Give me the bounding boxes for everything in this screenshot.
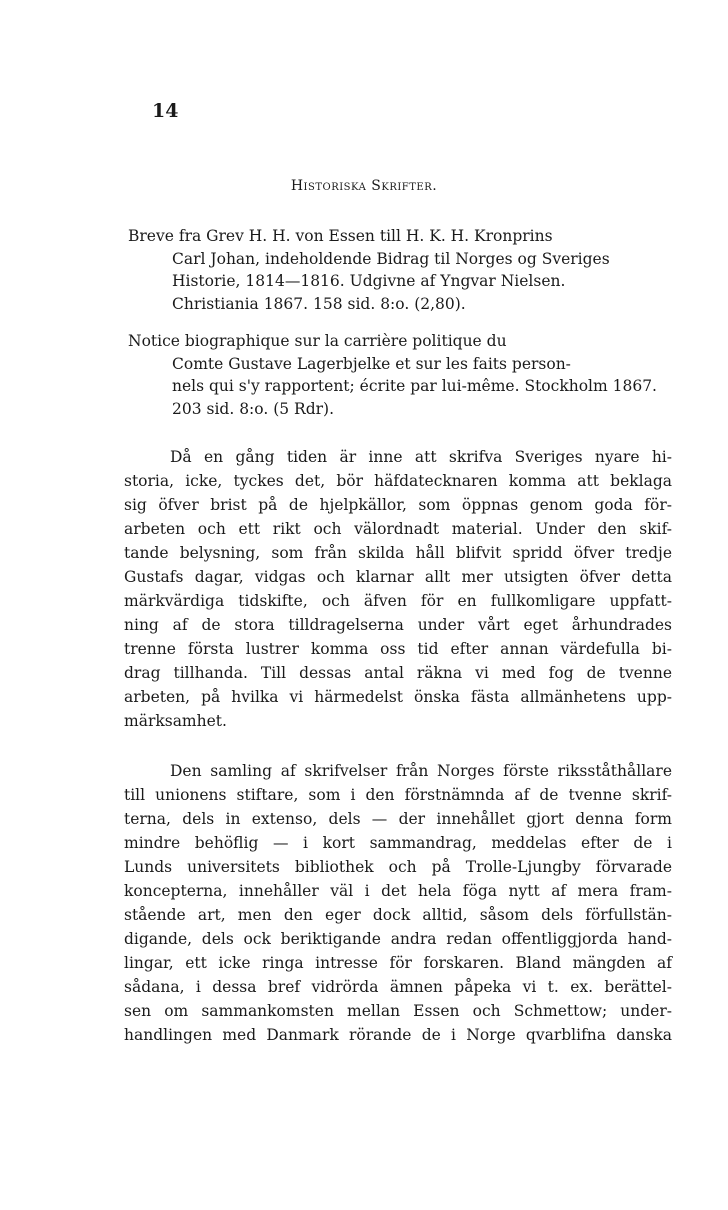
paragraph-line: tande belysning, som från skilda håll blifvit spridd öfver tredje [124,544,672,562]
paragraph-line: terna, dels in extenso, dels — der innehållet gjort denna form [124,810,672,828]
bibliography-entry-2 [128,330,673,420]
paragraph-line: sen om sammankomsten mellan Essen och Schmettow; under- [124,1002,672,1020]
paragraph-line: handlingen med Danmark rörande de i Norge qvarblifna danska [124,1026,672,1044]
paragraph-line: märksamhet. [124,712,227,730]
paragraph-line: arbeten och ett rikt och välordnadt material. Under den skif- [124,520,672,538]
bib-2-line-2: Comte Gustave Lagerbjelke et sur les faits person- [172,354,571,373]
paragraph-line: till unionens stiftare, som i den förstnämnda af de tvenne skrif- [124,786,672,804]
paragraph-1 [124,445,672,733]
paragraph-line: Den samling af skrifvelser från Norges förste riksståthållare [170,762,672,780]
paragraph-line: drag tillhanda. Till dessas antal räkna vi med fog de tvenne [124,664,672,682]
bib-2-line-3: nels qui s'y rapportent; écrite par lui-même. Stockholm 1867. [172,377,657,395]
paragraph-line: trenne första lustrer komma oss tid efter annan värdefulla bi- [124,640,672,658]
bib-1-line-3: Historie, 1814—1816. Udgivne af Yngvar Nielsen. [172,272,566,290]
paragraph-line: lingar, ett icke ringa intresse för forskaren. Bland mängden af [124,954,672,972]
bib-1-line-4: Christiania 1867. 158 sid. 8:o. (2,80). [172,294,466,313]
running-head: Historiska Skrifter. [290,178,438,194]
paragraph-line: märkvärdiga tidskifte, och äfven för en fullkomligare uppfatt- [124,592,672,610]
paragraph-line: digande, dels ock beriktigande andra redan offentliggjorda hand- [124,930,672,948]
paragraph-line: sig öfver brist på de hjelpkällor, som öppnas genom goda för- [124,496,672,514]
paragraph-line: Då en gång tiden är inne att skrifva Sveriges nyare hi- [170,448,672,466]
paragraph-line: arbeten, på hvilka vi härmedelst önska fästa allmänhetens upp- [124,688,672,706]
bib-1-line-1: Breve fra Grev H. H. von Essen till H. K. H. Kronprins [128,227,553,245]
paragraph-line: sådana, i dessa bref vidrörda ämnen påpeka vi t. ex. berättel- [124,978,672,996]
paragraph-line: stående art, men den eger dock alltid, såsom dels förfullstän- [124,906,672,924]
paragraph-line: Gustafs dagar, vidgas och klarnar allt mer utsigten öfver detta [124,568,672,586]
bibliography-entry-1 [128,225,673,315]
paragraph-line: Lunds universitets bibliothek och på Trolle-Ljungby förvarade [124,858,672,876]
bib-2-line-4: 203 sid. 8:o. (5 Rdr). [172,399,335,418]
paragraph-2 [124,759,672,1047]
paragraph-line: ning af de stora tilldragelserna under vårt eget århundrades [124,616,672,634]
paragraph-line: mindre behöflig — i kort sammandrag, meddelas efter de i [124,834,672,852]
paragraph-line: storia, icke, tyckes det, bör häfdatecknaren komma att beklaga [124,472,672,490]
page-number: 14 [152,100,179,122]
bib-1-line-2: Carl Johan, indeholdende Bidrag til Norges og Sveriges [172,249,610,268]
paragraph-line: koncepterna, innehåller väl i det hela föga nytt af mera fram- [124,882,672,900]
bib-2-line-1: Notice biographique sur la carrière politique du [128,332,507,350]
